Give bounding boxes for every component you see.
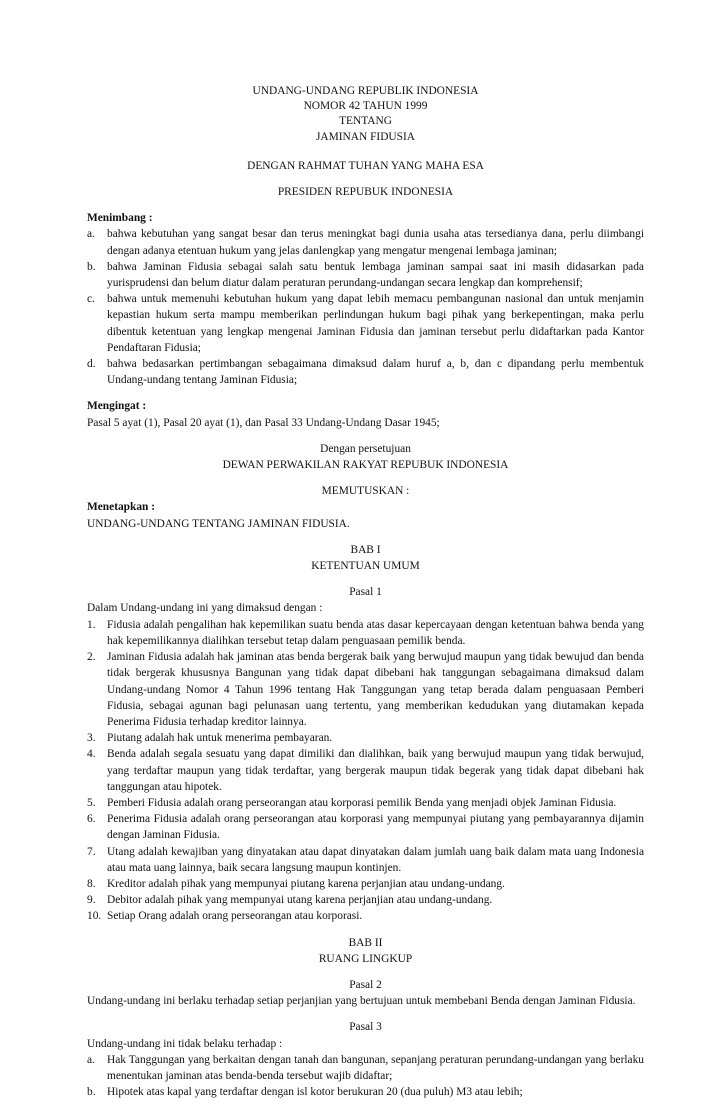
list-item: [87, 356, 644, 388]
law-subject-line: JAMINAN FIDUSIA: [315, 130, 416, 143]
list-marker: c.: [87, 293, 95, 306]
list-marker: 1.: [87, 618, 96, 631]
pasal1-list: [87, 617, 644, 925]
pasal2-heading: Pasal 2: [349, 978, 382, 991]
menetapkan-heading: Menetapkan :: [87, 501, 156, 514]
list-item-text: bahwa Jaminan Fidusia sebagai salah satu bentuk lembaga jaminan sampai saat ini masih didasarkan pada yurisprudensi dan belum diatur dalam peraturan perundang-undangan secara lengkap dan komprehensif;: [107, 260, 644, 290]
law-title-line: UNDANG-UNDANG REPUBLIK INDONESIA: [252, 85, 479, 97]
list-marker: 8.: [87, 877, 96, 890]
list-marker: 10.: [87, 910, 102, 923]
list-item: [87, 259, 644, 291]
menimbang-heading: Menimbang :: [87, 212, 153, 225]
mengingat-text: Pasal 5 ayat (1), Pasal 20 ayat (1), dan Pasal 33 Undang-Undang Dasar 1945;: [87, 416, 440, 429]
law-title-block: [87, 84, 644, 145]
list-item-text: Setiap Orang adalah orang perseorangan atau korporasi.: [107, 910, 363, 923]
list-item-text: bahwa kebutuhan yang sangat besar dan terus meningkat bagi dunia usaha atas tersedianya dana, perlu diimbangi dengan adanya etentuan hukum yang jelas danlengkap yang mengatur mengenai lembaga jaminan;: [107, 228, 644, 257]
list-item: [87, 746, 644, 795]
pasal2-text: Undang-undang ini berlaku terhadap setiap perjanjian yang bertujuan untuk membebani Benda dengan Jaminan Fidusia.: [87, 995, 636, 1008]
list-item: [87, 730, 644, 746]
list-item: [87, 876, 644, 892]
pasal3-intro: Undang-undang ini tidak belaku terhadap :: [87, 1037, 283, 1050]
pasal1-intro: Dalam Undang-undang ini yang dimaksud dengan :: [87, 602, 323, 615]
list-item: [87, 844, 644, 876]
document-content: [87, 84, 644, 1100]
bab1-subtitle: KETENTUAN UMUM: [311, 560, 420, 573]
memutuskan-line: MEMUTUSKAN :: [321, 485, 410, 498]
persetujuan-line: Dengan persetujuan: [320, 442, 411, 455]
list-item: [87, 1084, 644, 1100]
list-item: [87, 649, 644, 730]
list-item-text: bahwa bedasarkan pertimbangan sebagaimana dimaksud dalam huruf a, b, dan c dipandang perlu membentuk Undang-undang tentang Jaminan Fidusia;: [107, 358, 644, 387]
list-item: [87, 617, 644, 649]
list-item: [87, 908, 644, 924]
menimbang-list: [87, 226, 644, 388]
list-marker: a.: [87, 1053, 95, 1066]
president-line: PRESIDEN REPUBUK INDONESIA: [277, 186, 454, 199]
list-item-text: bahwa untuk memenuhi kebutuhan hukum yang dapat lebih memacu pembangunan nasional dan untuk menjamin kepastian hukum serta mampu memberikan perlindungan hukum bagi pihak yang berkepentingan, maka perlu dibentuk ketentuan yang lengkap mengenai Jaminan Fidusia dan jaminan tersebut perlu didaftarkan pada Kantor Pendaftaran Fidusia;: [107, 293, 644, 354]
list-item-text: Hipotek atas kapal yang terdaftar dengan isl kotor berukuran 20 (dua puluh) M3 atau lebih;: [107, 1086, 523, 1099]
law-tentang-line: TENTANG: [339, 115, 392, 128]
pasal3-list: [87, 1052, 644, 1101]
list-item-text: Kreditor adalah pihak yang mempunyai piutang karena perjanjian atau undang-undang.: [107, 877, 505, 890]
list-item: [87, 226, 644, 258]
list-marker: 6.: [87, 813, 96, 826]
list-marker: 3.: [87, 732, 96, 745]
list-item-text: Penerima Fidusia adalah orang perseorangan atau korporasi yang mempunyai piutang yang pembayarannya dijamin dengan Jaminan Fidusia.: [107, 813, 644, 842]
list-item-text: Pemberi Fidusia adalah orang perseorangan atau korporasi pemilik Benda yang menjadi objek Jaminan Fidusia.: [107, 796, 617, 809]
list-marker: 4.: [87, 748, 96, 761]
list-item-text: Fidusia adalah pengalihan hak kepemilikan suatu benda atas dasar kepercayaan dengan ketentuan bahwa benda yang hak kepemilikannya dialihkan tersebut tetap dalam penguasaan pemilik benda.: [107, 618, 644, 647]
list-marker: 5.: [87, 796, 96, 809]
list-marker: b.: [87, 1086, 96, 1099]
list-marker: d.: [87, 358, 96, 371]
list-marker: 9.: [87, 894, 96, 907]
dpr-line: DEWAN PERWAKILAN RAKYAT REPUBUK INDONESIA: [222, 459, 509, 472]
list-marker: b.: [87, 260, 96, 273]
list-item-text: Hak Tanggungan yang berkaitan dengan tanah dan bangunan, sepanjang peraturan perundang-undangan yang berlaku menentukan jaminan atas benda-benda tersebut wajib didaftar;: [107, 1053, 644, 1082]
list-item-text: Benda adalah segala sesuatu yang dapat dimiliki dan dialihkan, baik yang berwujud maupun yang tidak berwujud, yang terdaftar maupun yang tidak terdaftar, yang bergerak maupun tidak begerak yang tidak dapat dibebani hak tanggungan atau hipotek.: [107, 748, 644, 793]
list-item-text: Utang adalah kewajiban yang dinyatakan atau dapat dinyatakan dalam jumlah uang baik dalam mata uang Indonesia atau mata uang lainnya, baik secara langsung maupun kontinjen.: [107, 845, 644, 874]
list-item: [87, 811, 644, 843]
list-item-text: Piutang adalah hak untuk menerima pembayaran.: [107, 732, 333, 745]
pasal1-heading: Pasal 1: [349, 586, 382, 599]
list-item: [87, 1052, 644, 1084]
preamble-line: DENGAN RAHMAT TUHAN YANG MAHA ESA: [247, 159, 484, 172]
list-item: [87, 892, 644, 908]
list-marker: 2.: [87, 651, 96, 664]
list-item-text: Debitor adalah pihak yang mempunyai utang karena perjanjian atau undang-undang.: [107, 894, 493, 907]
list-marker: 7.: [87, 845, 96, 858]
list-item-text: Jaminan Fidusia adalah hak jaminan atas benda bergerak baik yang berwujud maupun yang tidak bewujud dan benda tidak bergerak khususnya Bangunan yang tidak dapat dibebani hak tanggungan sebagaimana dimaksud dalam Undang-undang Nomor 4 Tahun 1996 tentang Hak Tanggungan yang tetap berada dalam penguasaan Pemberi Fidusia, sebagai agunan bagi pelunasan uang tertentu, yang memberikan kedudukan yang diutamakan kepada Penerima Fidusia terhadap kreditor lainnya.: [107, 651, 644, 728]
list-marker: a.: [87, 228, 95, 241]
list-item: [87, 291, 644, 356]
bab1-title: BAB I: [350, 543, 381, 556]
bab2-title: BAB II: [348, 936, 383, 949]
bab2-subtitle: RUANG LINGKUP: [318, 952, 413, 965]
list-item: [87, 795, 644, 811]
law-number-line: NOMOR 42 TAHUN 1999: [303, 100, 428, 113]
pasal3-heading: Pasal 3: [349, 1021, 382, 1034]
mengingat-heading: Mengingat :: [87, 400, 147, 413]
menetapkan-text: UNDANG-UNDANG TENTANG JAMINAN FIDUSIA.: [87, 517, 350, 530]
